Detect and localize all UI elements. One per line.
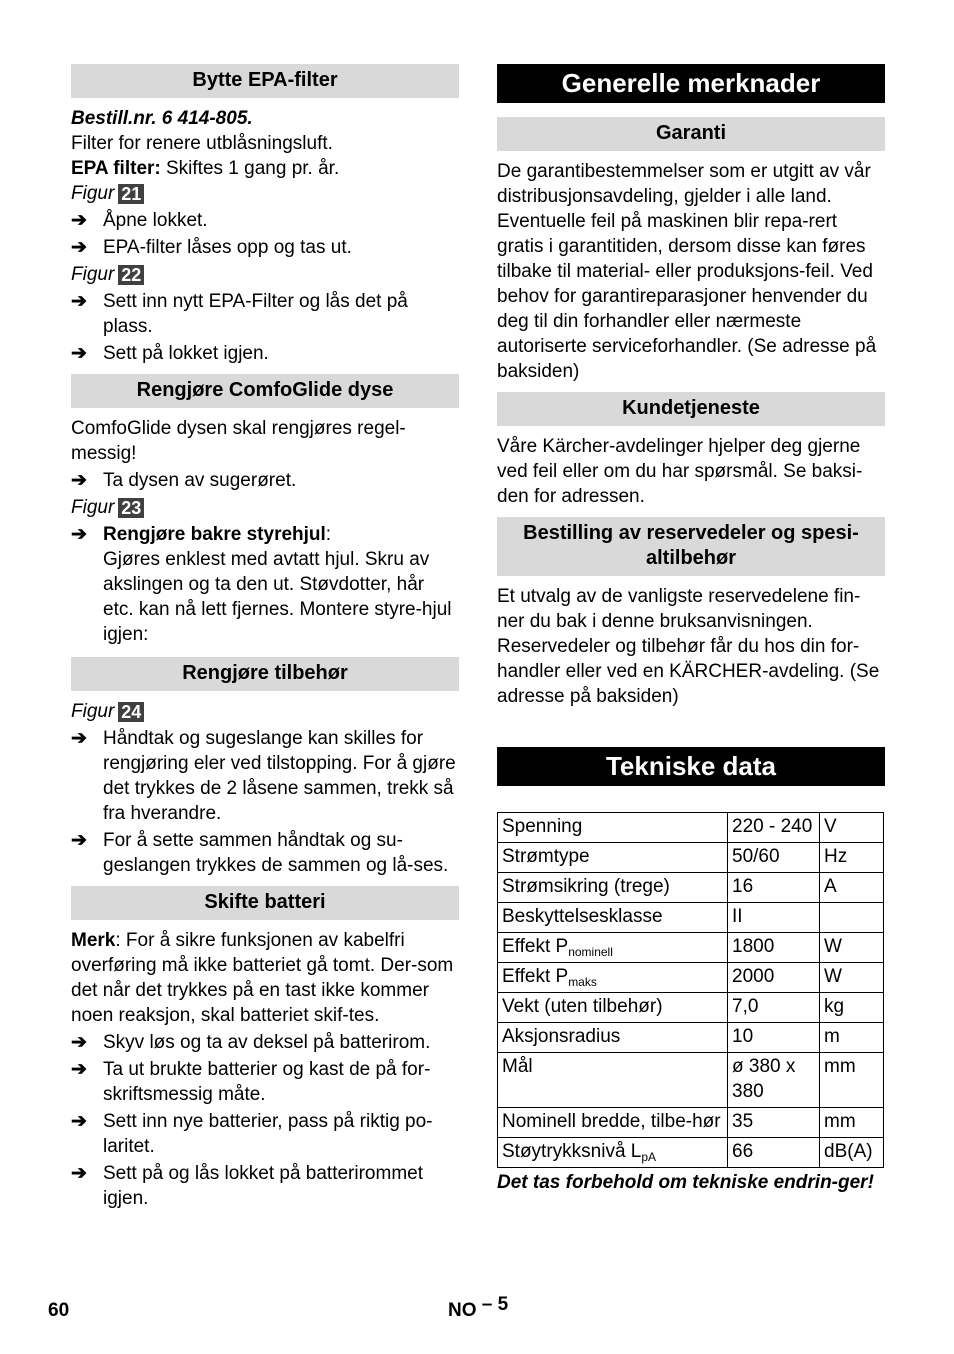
disclaimer: Det tas forbehold om tekniske endrin-ger! [497,1172,874,1193]
spec-label: Støytrykksnivå $L_{pA}$ [498,1138,728,1168]
warranty-text: De garantibestemmelser som er utgitt av vår distribusjonsavdeling, gjelder i alle land. Eventuelle feil på maskinen blir repa-rert gratis i garantitiden, dersom disse kan føres tilbake til material- eller produksjons-feil. Ved behov for garantireparasjoner henvender du deg til din forhandler eller nærmeste autoriserte serviceforhandler. (Se adresse på baksiden) [497,161,877,382]
footer-language-page: NO – 5 [448,1294,509,1321]
order-number: Bestill.nr. 6 414-805. [71,108,253,129]
list-item: ➔ Rengjøre bakre styrehjul: Gjøres enklest med avtatt hjul. Skru av akslingen og ta den ut. Støvdotter, hår etc. kan nå lett fjernes. Montere styre-hjul igjen: [71,524,452,645]
spec-value: 220 - 240 [728,813,820,843]
spec-label: Aksjonsradius [498,1023,728,1053]
arrow-right-icon: ➔ [71,343,87,364]
list-item: ➔ Åpne lokket. [71,210,208,231]
table-row [498,903,884,933]
table-row [498,963,884,993]
arrow-right-icon: ➔ [71,210,87,231]
spec-value: 35 [728,1108,820,1138]
comfoglide-intro: ComfoGlide dysen skal rengjøres regel-messig! [71,418,406,464]
spec-label: Nominell bredde, tilbe-hør [498,1108,728,1138]
table-row [498,1023,884,1053]
parts-text: Et utvalg av de vanligste reservedelene fin-ner du bak i denne bruksanvisningen. Reservedeler og tilbehør får du hos din for-handler eller ved en KÄRCHER-avdeling. (Se adresse på baksiden) [497,586,880,707]
heading-accessories: Rengjøre tilbehør [71,657,459,691]
spec-unit: Hz [820,843,884,873]
spec-value: 50/60 [728,843,820,873]
heading-epa-filter: Bytte EPA-filter [71,64,459,98]
list-item: ➔ Håndtak og sugeslange kan skilles for rengjøring eler ved tilstopping. For å gjøre det trykkes de 2 låsene sammen, trekk så fra hverandre. [71,728,456,824]
right-column [497,64,885,1195]
list-item: ➔ EPA-filter låses opp og tas ut. [71,237,352,258]
figure-ref-24: Figur 24 [71,699,459,724]
page-number: 60 [48,1300,70,1321]
list-item: ➔ Sett inn nye batterier, pass på riktig po-laritet. [71,1111,433,1157]
figure-ref-21: Figur 21 [71,181,459,206]
spec-value: 2000 [728,963,820,993]
arrow-right-icon: ➔ [71,1059,87,1080]
list-item: ➔ Sett på lokket igjen. [71,343,269,364]
arrow-right-icon: ➔ [71,1032,87,1053]
spec-unit: kg [820,993,884,1023]
figure-number-badge: 22 [118,265,144,285]
heading-spare-parts: Bestilling av reservedeler og spesi-altilbehør [497,517,885,576]
arrow-right-icon: ➔ [71,470,87,491]
heading-warranty: Garanti [497,117,885,151]
technical-data-table [497,812,884,1168]
epa-interval [71,156,459,181]
spec-unit: W [820,963,884,993]
spec-unit: mm [820,1053,884,1108]
arrow-right-icon: ➔ [71,291,87,312]
spec-unit: dB(A) [820,1138,884,1168]
list-item: ➔ Ta ut brukte batterier og kast de på for-skriftsmessig måte. [71,1059,431,1105]
arrow-right-icon: ➔ [71,830,87,851]
spec-label: Effekt $P_{nominell}$ [498,933,728,963]
figure-number-badge: 24 [118,702,144,722]
spec-value: 66 [728,1138,820,1168]
spec-label: Strømtype [498,843,728,873]
spec-unit: m [820,1023,884,1053]
spec-unit: A [820,873,884,903]
spec-value: ø 380 x 380 [728,1053,820,1108]
list-item: ➔ Sett inn nytt EPA-Filter og lås det på plass. [71,291,408,337]
spec-value: 16 [728,873,820,903]
figure-number-badge: 21 [118,184,144,204]
spec-unit: mm [820,1108,884,1138]
table-row [498,993,884,1023]
spec-label: Beskyttelsesklasse [498,903,728,933]
list-item: ➔ For å sette sammen håndtak og su-geslangen trykkes de sammen og lå-ses. [71,830,449,876]
spec-unit: W [820,933,884,963]
table-row [498,873,884,903]
spec-value: 1800 [728,933,820,963]
figure-number-badge: 23 [118,498,144,518]
table-row [498,1108,884,1138]
figure-ref-22: Figur 22 [71,262,459,287]
table-row [498,1053,884,1108]
service-text: Våre Kärcher-avdelinger hjelper deg gjerne ved feil eller om du har spørsmål. Se baksi-den for adressen. [497,436,863,507]
arrow-right-icon: ➔ [71,1111,87,1132]
battery-note: Merk: For å sikre funksjonen av kabelfri overføring må ikke batteriet gå tomt. Der-som det når det trykkes på en tast ikke kommer noen reaksjon, skal batteriet skif-tes. [71,930,454,1026]
spec-label: Spenning [498,813,728,843]
epa-description: Filter for renere utblåsningsluft. [71,133,333,154]
spec-value: 10 [728,1023,820,1053]
heading-comfoglide: Rengjøre ComfoGlide dyse [71,374,459,408]
spec-value: 7,0 [728,993,820,1023]
left-column [71,64,459,1211]
spec-value: II [728,903,820,933]
spec-unit: V [820,813,884,843]
list-item: ➔ Sett på og lås lokket på batterirommet igjen. [71,1163,423,1209]
heading-technical-data: Tekniske data [497,747,885,786]
table-row [498,933,884,963]
heading-general-notes: Generelle merknader [497,64,885,103]
list-item: ➔ Skyv løs og ta av deksel på batterirom. [71,1032,431,1053]
heading-customer-service: Kundetjeneste [497,392,885,426]
heading-battery: Skifte batteri [71,886,459,920]
figure-ref-23: Figur 23 [71,495,459,520]
spec-label: Effekt $P_{maks}$ [498,963,728,993]
spec-label: Mål [498,1053,728,1108]
epa-interval-text: Skiftes 1 gang pr. år. [160,158,340,179]
table-row [498,813,884,843]
arrow-right-icon: ➔ [71,1163,87,1184]
spec-label: Vekt (uten tilbehør) [498,993,728,1023]
arrow-right-icon: ➔ [71,728,87,749]
list-item: ➔ Ta dysen av sugerøret. [71,470,297,491]
arrow-right-icon: ➔ [71,237,87,258]
epa-label: EPA filter: [71,158,161,179]
table-row [498,843,884,873]
spec-unit [820,903,884,933]
spec-label: Strømsikring (trege) [498,873,728,903]
arrow-right-icon: ➔ [71,524,87,545]
table-row [498,1138,884,1168]
